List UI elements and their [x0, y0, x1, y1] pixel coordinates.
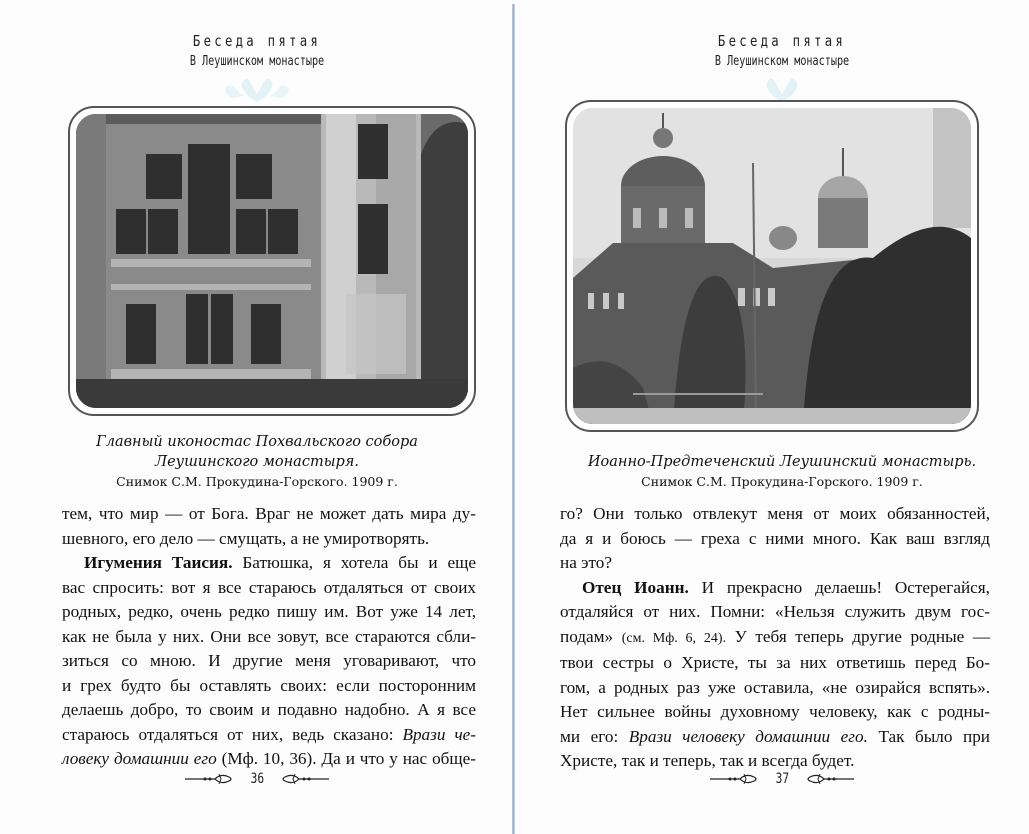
text-line: Христе, так и теперь, так и всегда будет.	[560, 751, 855, 770]
floral-ornament-icon	[212, 74, 302, 104]
text-line	[560, 625, 990, 652]
photo-frame	[68, 106, 476, 416]
folio-ornament-right-icon	[279, 771, 329, 787]
photo-caption-title-line2: Леушинского монастыря.	[154, 454, 359, 470]
folio-ornament-right-icon	[804, 771, 854, 787]
text-line: родных, редко, очень редко пишу им. Вот уже 14 лет,	[62, 602, 476, 621]
scripture-quote: Врази человеку домашнии его.	[628, 726, 868, 746]
text-fragment: Так было при	[878, 726, 990, 746]
text-fragment: (Мф. 10, 36). Да и что у нас обще-	[221, 749, 477, 768]
speaker-name: Игумения Таисия.	[84, 553, 233, 572]
folio-ornament-left-icon	[710, 771, 760, 787]
photo-caption-title: Иоанно-Предтеченский Леушинский монастырь.	[587, 454, 977, 470]
text-line: зиться со мною. И другие меня уговаривают, что	[62, 651, 476, 670]
text-line	[560, 576, 990, 601]
text-fragment: У тебя теперь другие родные —	[734, 626, 991, 646]
scripture-quote: Врази че-	[402, 724, 476, 744]
monastery-photo	[573, 108, 971, 424]
text-line: и грех будто бы оставлять своих: если посторонним	[62, 675, 476, 695]
running-title: Беседа пятая	[717, 32, 847, 50]
page-number: 36	[250, 771, 264, 788]
scripture-reference: (см. Мф. 6, 24).	[621, 630, 727, 646]
photo-caption-title-line1: Главный иконостас Похвальского собора	[96, 434, 418, 450]
text-line: вас спросить: вот я все стараюсь отдаляться от своих	[62, 577, 476, 597]
running-subtitle: В Леушинском монастыре	[189, 54, 325, 69]
text-fragment: Батюшка, я хотела бы и еще	[242, 553, 477, 572]
scripture-quote: ловеку домашнии его	[62, 749, 217, 768]
page-folio	[0, 770, 514, 790]
text-line: твои сестры о Христе, ты за них ответишь перед Бо-	[560, 653, 990, 672]
photo-caption-source: Снимок С.М. Прокудина-Горского. 1909 г.	[641, 474, 923, 489]
running-title: Беседа пятая	[192, 32, 322, 50]
text-fragment: ми его:	[560, 726, 619, 746]
page-number: 37	[775, 771, 789, 788]
text-fragment: стараюсь отдаляться от них, ведь сказано:	[62, 724, 394, 744]
folio-ornament-left-icon	[185, 771, 235, 787]
text-line: делаешь добро, то своим и подавно надобно. А я все	[62, 700, 476, 719]
text-fragment: подам»	[560, 626, 614, 646]
text-line: на это?	[560, 553, 613, 572]
running-subtitle: В Леушинском монастыре	[714, 54, 850, 69]
text-line: да я и боюсь — греха с ними много. Как ваш взгляд	[560, 528, 990, 548]
text-line: отдаляйся от них. Помни: «Нельзя служить двум гос-	[560, 602, 990, 621]
iconostasis-photo	[76, 114, 468, 408]
body-text	[62, 502, 476, 772]
left-page	[0, 0, 514, 834]
text-line: тем, что мир — от Бога. Враг не может дать мира ду-	[62, 504, 476, 523]
photo-frame	[565, 100, 979, 432]
text-line: го? Они только отвлекут меня от моих обязанностей,	[560, 504, 990, 523]
text-line: гом, а родных раз уже оставила, «не озирайся вспять».	[560, 677, 990, 697]
text-line	[62, 551, 476, 576]
text-line	[62, 747, 476, 772]
speaker-name: Отец Иоанн.	[582, 577, 689, 597]
text-line: как не была у них. Они все зовут, все стараются сбли-	[62, 626, 476, 646]
text-line	[560, 725, 990, 750]
page-folio	[525, 770, 1029, 790]
text-line: Нет сильнее войны духовному человеку, как с родны-	[560, 702, 990, 721]
text-line	[62, 723, 476, 748]
text-fragment: И прекрасно делаешь! Остерегайся,	[701, 577, 990, 597]
text-line: шевного, его дело — смущать, а не умиротворять.	[62, 528, 430, 548]
photo-caption-source: Снимок С.М. Прокудина-Горского. 1909 г.	[116, 474, 398, 489]
right-page	[515, 0, 1029, 834]
body-text	[560, 502, 990, 774]
